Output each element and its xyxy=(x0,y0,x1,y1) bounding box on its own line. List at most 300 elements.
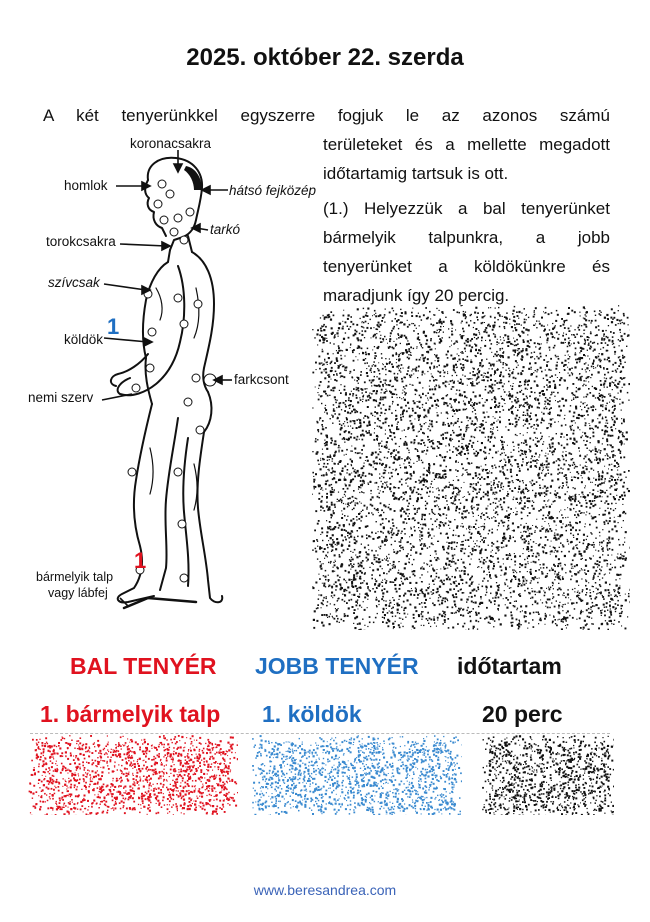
noise-dot xyxy=(514,553,515,554)
noise-dot xyxy=(607,458,609,460)
noise-dot xyxy=(489,623,490,624)
noise-dot xyxy=(562,487,564,489)
noise-dot xyxy=(341,564,343,566)
noise-dot xyxy=(334,454,336,456)
noise-dot xyxy=(419,539,420,540)
noise-dot xyxy=(373,364,374,365)
noise-dot xyxy=(357,475,359,477)
noise-dot xyxy=(587,394,589,396)
noise-dot xyxy=(537,438,538,439)
noise-dot xyxy=(608,410,610,412)
noise-dot xyxy=(620,554,621,555)
noise-dot xyxy=(383,386,384,387)
noise-dot xyxy=(455,496,457,498)
noise-dot xyxy=(393,310,394,311)
noise-dot xyxy=(371,578,373,580)
noise-dot xyxy=(545,406,546,407)
noise-dot xyxy=(356,439,358,441)
noise-dot xyxy=(510,464,512,466)
noise-dot xyxy=(618,499,620,501)
noise-dot xyxy=(379,463,381,465)
noise-dot xyxy=(447,405,449,407)
noise-dot xyxy=(483,572,484,573)
noise-dot xyxy=(504,459,505,460)
noise-dot xyxy=(561,433,563,435)
noise-dot xyxy=(607,344,609,346)
noise-dot xyxy=(504,464,506,466)
noise-dot xyxy=(613,477,614,478)
noise-dot xyxy=(444,611,446,613)
noise-dot xyxy=(364,337,365,338)
noise-dot xyxy=(369,380,371,382)
noise-dot xyxy=(531,465,532,466)
noise-dot xyxy=(326,502,327,503)
noise-dot xyxy=(539,323,541,325)
noise-dot xyxy=(388,408,390,410)
noise-dot xyxy=(536,424,537,425)
noise-dot xyxy=(572,425,573,426)
noise-dot xyxy=(476,383,478,385)
noise-dot xyxy=(554,552,555,553)
noise-dot xyxy=(416,328,417,329)
noise-dot xyxy=(446,599,447,600)
noise-dot xyxy=(381,464,383,466)
noise-dot xyxy=(390,527,391,528)
label-koldok: köldök xyxy=(64,332,104,347)
noise-dot xyxy=(382,518,384,520)
noise-dot xyxy=(493,422,495,424)
noise-dot xyxy=(580,465,581,466)
noise-dot xyxy=(548,454,549,455)
noise-dot xyxy=(386,608,387,609)
noise-dot xyxy=(538,357,540,359)
noise-dot xyxy=(336,615,338,617)
noise-dot xyxy=(476,338,478,340)
noise-dot xyxy=(440,515,441,516)
noise-dot xyxy=(599,561,601,563)
noise-dot xyxy=(340,350,341,351)
noise-dot xyxy=(593,591,594,592)
noise-dot xyxy=(465,548,467,550)
noise-dot xyxy=(362,352,364,354)
noise-dot xyxy=(442,522,443,523)
noise-dot xyxy=(367,362,369,364)
noise-dot xyxy=(513,377,515,379)
noise-dot xyxy=(402,575,404,577)
noise-dot xyxy=(508,419,510,421)
noise-dot xyxy=(507,469,509,471)
noise-dot xyxy=(577,327,579,329)
noise-dot xyxy=(378,531,379,532)
noise-dot xyxy=(594,504,596,506)
noise-dot xyxy=(607,508,608,509)
noise-dot xyxy=(423,474,425,476)
noise-dot xyxy=(401,581,402,582)
noise-dot xyxy=(410,459,411,460)
noise-dot xyxy=(484,322,485,323)
noise-dot xyxy=(346,349,348,351)
noise-dot xyxy=(572,527,574,529)
noise-dot xyxy=(336,332,338,334)
noise-dot xyxy=(490,586,492,588)
noise-dot xyxy=(341,450,343,452)
noise-dot xyxy=(364,415,366,417)
noise-dot xyxy=(590,406,592,408)
noise-dot xyxy=(494,380,496,382)
noise-dot xyxy=(565,424,567,426)
noise-dot xyxy=(316,369,317,370)
noise-dot xyxy=(512,456,513,457)
noise-dot xyxy=(427,428,428,429)
noise-dot xyxy=(518,491,519,492)
noise-dot xyxy=(454,343,455,344)
noise-dot xyxy=(405,392,407,394)
noise-dot xyxy=(523,339,525,341)
noise-dot xyxy=(504,403,505,404)
noise-dot xyxy=(437,619,438,620)
noise-dot xyxy=(313,619,315,621)
noise-dot xyxy=(479,603,481,605)
noise-dot xyxy=(600,461,601,462)
noise-dot xyxy=(417,510,418,511)
noise-dot xyxy=(604,492,606,494)
noise-dot xyxy=(493,356,494,357)
noise-dot xyxy=(510,612,512,614)
noise-dot xyxy=(343,315,345,317)
noise-dot xyxy=(337,600,338,601)
noise-dot xyxy=(545,504,546,505)
noise-dot xyxy=(421,613,423,615)
noise-dot xyxy=(560,579,562,581)
noise-dot xyxy=(439,454,441,456)
noise-dot xyxy=(403,463,404,464)
noise-dot xyxy=(469,345,471,347)
noise-dot xyxy=(617,474,619,476)
noise-dot xyxy=(607,565,608,566)
noise-dot xyxy=(318,399,320,401)
noise-dot xyxy=(489,530,490,531)
noise-dot xyxy=(529,446,531,448)
noise-dot xyxy=(604,380,606,382)
noise-dot xyxy=(331,327,333,329)
noise-dot xyxy=(492,619,493,620)
noise-dot xyxy=(353,518,355,520)
noise-dot xyxy=(421,425,423,427)
noise-dot xyxy=(458,590,460,592)
noise-dot xyxy=(616,495,617,496)
noise-dot xyxy=(526,462,528,464)
noise-dot xyxy=(345,332,346,333)
noise-dot xyxy=(610,435,612,437)
noise-dot xyxy=(505,567,507,569)
noise-dot xyxy=(446,558,448,560)
noise-dot xyxy=(574,514,576,516)
noise-dot xyxy=(621,335,623,337)
noise-dot xyxy=(350,347,351,348)
noise-dot xyxy=(534,311,535,312)
noise-dot xyxy=(614,489,616,491)
noise-dot xyxy=(557,362,558,363)
noise-dot xyxy=(404,567,406,569)
noise-dot xyxy=(497,558,499,560)
noise-dot xyxy=(491,545,492,546)
noise-dot xyxy=(418,432,419,433)
noise-dot xyxy=(502,522,504,524)
noise-dot xyxy=(588,608,590,610)
noise-dot xyxy=(583,627,585,629)
noise-dot xyxy=(400,414,401,415)
noise-dot xyxy=(404,388,405,389)
noise-dot xyxy=(351,583,353,585)
noise-dot xyxy=(454,401,456,403)
noise-dot xyxy=(562,576,563,577)
noise-dot xyxy=(317,523,319,525)
noise-dot xyxy=(378,454,380,456)
noise-dot xyxy=(547,500,548,501)
noise-dot xyxy=(584,339,585,340)
noise-dot xyxy=(484,447,486,449)
noise-dot xyxy=(471,505,472,506)
noise-dot xyxy=(345,580,346,581)
noise-dot xyxy=(590,532,591,533)
noise-dot xyxy=(483,469,484,470)
noise-dot xyxy=(437,505,438,506)
noise-dot xyxy=(526,616,527,617)
noise-dot xyxy=(514,570,515,571)
noise-dot xyxy=(346,454,347,455)
noise-dot xyxy=(514,576,516,578)
noise-dot xyxy=(474,385,475,386)
noise-dot xyxy=(570,599,571,600)
noise-dot xyxy=(551,392,553,394)
noise-dot xyxy=(446,578,448,580)
noise-dot xyxy=(325,481,327,483)
noise-dot xyxy=(393,599,395,601)
noise-dot xyxy=(604,560,606,562)
noise-dot xyxy=(575,422,576,423)
noise-dot xyxy=(418,493,420,495)
noise-dot xyxy=(588,320,590,322)
noise-dot xyxy=(606,403,608,405)
noise-dot xyxy=(624,333,626,335)
noise-dot xyxy=(514,459,516,461)
noise-dot xyxy=(491,532,493,534)
noise-dot xyxy=(324,597,325,598)
noise-dot xyxy=(623,555,625,557)
noise-dot xyxy=(386,484,387,485)
noise-dot xyxy=(526,444,528,446)
noise-dot xyxy=(408,343,410,345)
noise-dot xyxy=(489,518,490,519)
noise-dot xyxy=(544,386,545,387)
noise-dot xyxy=(506,558,508,560)
noise-dot xyxy=(459,312,461,314)
noise-dot xyxy=(565,565,566,566)
noise-dot xyxy=(521,325,522,326)
noise-dot xyxy=(580,627,582,629)
noise-dot xyxy=(604,514,606,516)
noise-dot xyxy=(494,322,496,324)
noise-dot xyxy=(429,423,430,424)
noise-dot xyxy=(323,369,324,370)
noise-dot xyxy=(528,317,529,318)
noise-dot xyxy=(476,520,478,522)
noise-dot xyxy=(616,418,618,420)
noise-dot xyxy=(391,581,393,583)
noise-dot xyxy=(387,560,388,561)
noise-dot xyxy=(608,468,609,469)
noise-dot xyxy=(332,423,333,424)
noise-dot xyxy=(471,385,473,387)
noise-dot xyxy=(580,553,582,555)
noise-dot xyxy=(371,393,372,394)
noise-dot xyxy=(361,536,363,538)
noise-dot xyxy=(548,423,549,424)
noise-dot xyxy=(426,339,428,341)
noise-dot xyxy=(321,395,322,396)
noise-dot xyxy=(471,553,473,555)
noise-dot xyxy=(434,604,436,606)
noise-dot xyxy=(547,386,549,388)
noise-dot xyxy=(479,362,481,364)
noise-dot xyxy=(320,501,322,503)
noise-dot xyxy=(336,522,338,524)
noise-dot xyxy=(557,589,559,591)
noise-dot xyxy=(327,395,329,397)
noise-dot xyxy=(469,440,471,442)
noise-dot xyxy=(403,549,404,550)
noise-dot xyxy=(476,614,478,616)
noise-dot xyxy=(477,482,479,484)
noise-dot xyxy=(583,494,584,495)
noise-dot xyxy=(325,326,327,328)
noise-dot xyxy=(581,568,582,569)
noise-dot xyxy=(569,452,571,454)
noise-dot xyxy=(455,364,457,366)
noise-dot xyxy=(451,388,453,390)
noise-dot xyxy=(404,593,406,595)
noise-dot xyxy=(406,513,407,514)
noise-dot xyxy=(575,352,576,353)
noise-dot xyxy=(355,555,356,556)
noise-dot xyxy=(356,556,358,558)
noise-dot xyxy=(420,577,421,578)
noise-dot xyxy=(318,498,320,500)
noise-dot xyxy=(481,359,482,360)
noise-dot xyxy=(527,384,529,386)
noise-dot xyxy=(509,537,511,539)
noise-dot xyxy=(611,538,613,540)
noise-dot xyxy=(595,409,596,410)
noise-dot xyxy=(464,343,466,345)
noise-dot xyxy=(558,334,559,335)
noise-dot xyxy=(495,334,496,335)
noise-dot xyxy=(352,468,354,470)
noise-dot xyxy=(491,343,493,345)
noise-dot xyxy=(502,316,503,317)
noise-dot xyxy=(621,608,623,610)
noise-dot xyxy=(384,588,386,590)
noise-dot xyxy=(513,338,514,339)
noise-dot xyxy=(549,386,551,388)
noise-dot xyxy=(357,536,359,538)
noise-dot xyxy=(458,489,459,490)
noise-dot xyxy=(336,538,338,540)
noise-dot xyxy=(609,542,611,544)
noise-dot xyxy=(400,368,401,369)
noise-dot xyxy=(461,351,463,353)
noise-dot xyxy=(474,322,475,323)
noise-dot xyxy=(526,409,528,411)
noise-dot xyxy=(539,348,541,350)
noise-dot xyxy=(521,312,522,313)
noise-dot xyxy=(542,444,544,446)
noise-dot xyxy=(358,518,360,520)
noise-dot xyxy=(612,430,613,431)
noise-dot xyxy=(354,524,355,525)
noise-dot xyxy=(372,569,374,571)
noise-dot xyxy=(483,578,485,580)
noise-dot xyxy=(339,622,340,623)
noise-dot xyxy=(480,617,482,619)
noise-dot xyxy=(348,426,349,427)
noise-dot xyxy=(397,533,399,535)
noise-dot xyxy=(378,547,379,548)
noise-dot xyxy=(570,533,572,535)
noise-dot xyxy=(541,526,542,527)
noise-dot xyxy=(451,334,453,336)
noise-dot xyxy=(391,432,392,433)
noise-dot xyxy=(552,446,554,448)
noise-dot xyxy=(429,407,431,409)
noise-dot xyxy=(318,484,320,486)
noise-dot xyxy=(440,339,442,341)
noise-dot xyxy=(349,473,351,475)
noise-dot xyxy=(613,624,614,625)
noise-dot xyxy=(473,333,475,335)
noise-dot xyxy=(424,445,426,447)
noise-dot xyxy=(320,561,321,562)
noise-dot xyxy=(500,372,502,374)
noise-dot xyxy=(489,453,490,454)
noise-dot xyxy=(428,623,429,624)
noise-dot xyxy=(330,603,331,604)
noise-dot xyxy=(341,510,342,511)
noise-dot xyxy=(410,489,412,491)
noise-dot xyxy=(401,458,402,459)
noise-dot xyxy=(354,423,356,425)
noise-dot xyxy=(439,320,441,322)
noise-dot xyxy=(566,530,568,532)
noise-dot xyxy=(586,511,587,512)
noise-dot xyxy=(562,523,563,524)
noise-dot xyxy=(552,337,554,339)
noise-dot xyxy=(585,319,587,321)
noise-dot xyxy=(481,518,482,519)
noise-dot xyxy=(346,582,347,583)
noise-dot xyxy=(547,333,549,335)
noise-dot xyxy=(453,309,455,311)
noise-dot xyxy=(392,522,394,524)
noise-dot xyxy=(395,318,397,320)
noise-dot xyxy=(425,501,426,502)
noise-dot xyxy=(356,410,357,411)
noise-dot xyxy=(341,364,342,365)
noise-dot xyxy=(592,500,594,502)
noise-dot xyxy=(419,316,421,318)
noise-dot xyxy=(555,494,557,496)
noise-dot xyxy=(516,324,517,325)
